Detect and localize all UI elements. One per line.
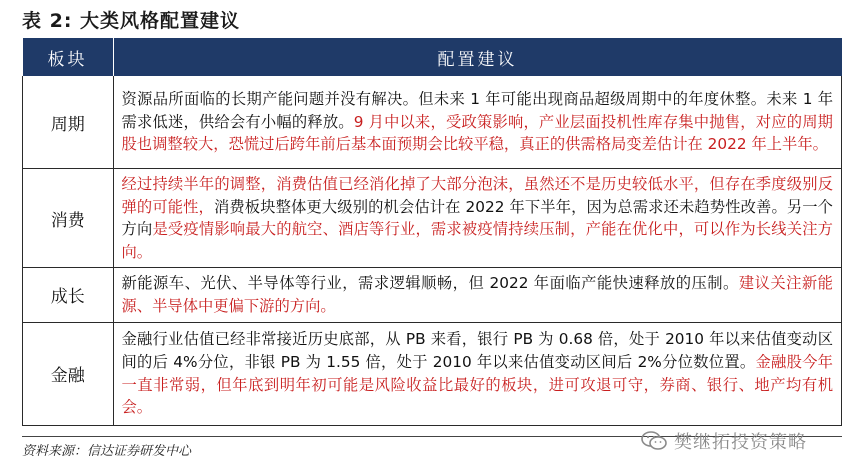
advice-highlight: 建议关注新能源、半导体中更偏下游的方向。	[121, 274, 833, 315]
sector-cell: 金融	[23, 322, 114, 425]
source-note: 资料来源：信达证券研发中心	[22, 444, 192, 459]
wechat-icon	[640, 430, 668, 452]
table-row	[23, 76, 842, 169]
advice-text: 资源品所面临的长期产能问题并没有解决。但未来 1 年可能出现商品超级周期中的年度休整。未来 1 年需求低迷，供给会有小幅的释放。	[121, 90, 833, 131]
advice-cell	[113, 76, 842, 169]
sector-cell: 周期	[23, 76, 114, 169]
table-title: 表 2: 大类风格配置建议	[22, 10, 241, 32]
header-advice: 配置建议	[113, 38, 842, 76]
advice-cell	[113, 268, 842, 322]
header-sector: 板块	[23, 38, 114, 76]
advice-text: 新能源车、光伏、半导体等行业，需求逻辑顺畅，但 2022 年面临产能快速释放的压制。	[121, 274, 739, 293]
sector-cell: 成长	[23, 268, 114, 322]
advice-highlight: 9 月中以来，受政策影响，产业层面投机性库存集中抛售，对应的周期股也调整较大，恐慌过后跨年前后基本面预期会比较平稳，真正的供需格局变差估计在 2022 年上半年。	[121, 112, 833, 154]
advice-highlight: 经过持续半年的调整，消费估值已经消化掉了大部分泡沫，虽然还不是历史较低水平，但存在季度级别反弹的可能性，	[121, 175, 833, 216]
advice-text: 消费板块整体更大级别的机会估计在 2022 年下半年，因为总需求还未趋势性改善。另一个方向	[121, 197, 833, 239]
wechat-watermark	[640, 428, 807, 454]
advice-cell	[113, 169, 842, 268]
advice-highlight: 金融股今年一直非常弱，但年底到明年初可能是风险收益比最好的板块，进可攻退可守，券商、银行、地产均有机会。	[121, 352, 833, 417]
table-row	[23, 322, 842, 425]
sector-cell: 消费	[23, 169, 114, 268]
advice-text: 金融行业估值已经非常接近历史底部，从 PB 来看，银行 PB 为 0.68 倍，处于 2010 年以来估值变动区间的后 4%分位，非银 PB 为 1.55 倍，处于 2010 年以来估值变动区间后 2%分位数位置。	[121, 330, 833, 371]
table-header-row	[23, 38, 842, 76]
advice-cell	[113, 322, 842, 425]
allocation-table	[22, 38, 842, 426]
table-row	[23, 169, 842, 268]
advice-highlight: 是受疫情影响最大的航空、酒店等行业，需求被疫情持续压制，产能在优化中，可以作为长线关注方向。	[121, 220, 833, 261]
table-row	[23, 268, 842, 322]
watermark-text: 樊继拓投资策略	[674, 432, 807, 453]
